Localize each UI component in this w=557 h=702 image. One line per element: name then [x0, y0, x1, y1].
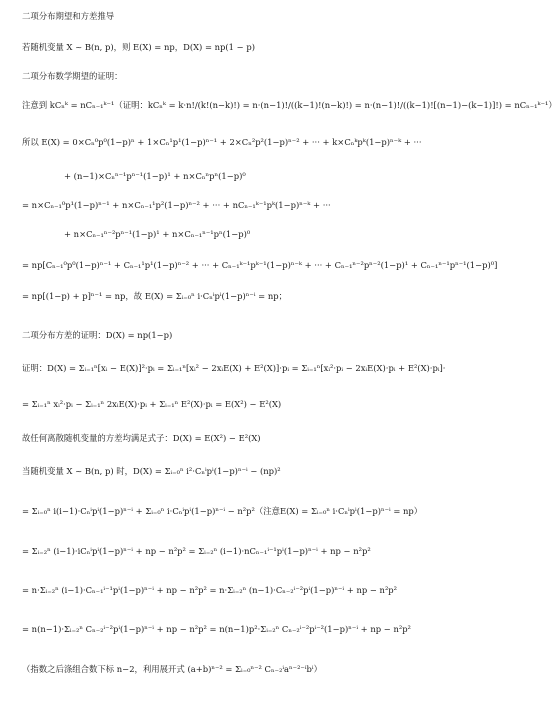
doc-line-variance-formula: 故任何离散随机变量的方差均满足式子：D(X) = E(X²) − E²(X) [22, 433, 261, 443]
doc-line-binomial-variance-3: = Σᵢ₌₂ⁿ (i−1)·iCₙⁱpⁱ(1−p)ⁿ⁻ⁱ + np − n²p² = Σᵢ₌₂ⁿ (i−1)·nCₙ₋₁ⁱ⁻¹pⁱ(1−p)ⁿ⁻ⁱ + np − n²p² [22, 546, 371, 556]
section-heading-expectation: 二项分布数学期望的证明： [22, 71, 123, 81]
doc-line-note: （指数之后涤组合数下标 n−2，利用展开式 (a+b)ⁿ⁻² = Σᵢ₌₀ⁿ⁻² Cₙ₋₂ⁱaⁿ⁻²⁻ⁱbⁱ） [22, 664, 322, 674]
doc-line-expectation-3: = n×Cₙ₋₁⁰p¹(1−p)ⁿ⁻¹ + n×Cₙ₋₁¹p²(1−p)ⁿ⁻² + ··· + nCₙ₋₁ᵏ⁻¹pᵏ(1−p)ⁿ⁻ᵏ + ··· [22, 200, 331, 210]
doc-line-binomial-variance-5: = n(n−1)·Σᵢ₌₂ⁿ Cₙ₋₂ⁱ⁻²pⁱ(1−p)ⁿ⁻ⁱ + np − n²p² = n(n−1)p²·Σᵢ₌₂ⁿ Cₙ₋₂ⁱ⁻²pⁱ⁻²(1−p)ⁿ⁻ⁱ + np − n²p² [22, 624, 411, 634]
doc-line-variance-2: = Σᵢ₌₁ⁿ xᵢ²·pᵢ − Σᵢ₌₁ⁿ 2xᵢE(X)·pᵢ + Σᵢ₌₁ⁿ E²(X)·pᵢ = E(X²) − E²(X) [22, 399, 282, 409]
doc-title: 二项分布期望和方差推导 [22, 11, 115, 21]
doc-line-identity: 注意到 kCₙᵏ = nCₙ₋₁ᵏ⁻¹（证明：kCₙᵏ = k·n!/(k!(n−k)!) = n·(n−1)!/((k−1)!(n−k)!) = n·(n−1)!/((k−1)![(n−1)−(k−1)]!) = nCₙ₋₁ᵏ⁻¹） [22, 100, 557, 110]
doc-line-expectation-1: 所以 E(X) = 0×Cₙ⁰p⁰(1−p)ⁿ + 1×Cₙ¹p¹(1−p)ⁿ⁻¹ + 2×Cₙ²p²(1−p)ⁿ⁻² + ··· + k×Cₙᵏpᵏ(1−p)ⁿ⁻ᵏ + ··· [22, 137, 422, 147]
doc-line-binomial-variance-2: = Σᵢ₌₀ⁿ i(i−1)·Cₙⁱpⁱ(1−p)ⁿ⁻ⁱ + Σᵢ₌₀ⁿ i·Cₙⁱpⁱ(1−p)ⁿ⁻ⁱ − n²p²（注意E(X) = Σᵢ₌₀ⁿ i·Cₙⁱpⁱ(1−p)ⁿ⁻ⁱ = np） [22, 506, 423, 516]
doc-statement: 若随机变量 X ~ B(n, p)，则 E(X) = np，D(X) = np(1 − p) [22, 42, 255, 52]
doc-line-binomial-variance: 当随机变量 X ~ B(n, p) 时，D(X) = Σᵢ₌₀ⁿ i²·Cₙⁱpⁱ(1−p)ⁿ⁻ⁱ − (np)² [22, 466, 281, 476]
section-heading-variance: 二项分布方差的证明：D(X) = np(1−p) [22, 330, 173, 340]
doc-line-variance-1: 证明：D(X) = Σᵢ₌₁ⁿ[xᵢ − E(X)]²·pᵢ = Σᵢ₌₁ⁿ[xᵢ² − 2xᵢE(X) + E²(X)]·pᵢ = Σᵢ₌₁ⁿ[xᵢ²·pᵢ − 2xᵢE(X)·pᵢ + E²(X)·pᵢ]· [22, 363, 446, 373]
doc-line-expectation-result: = np[(1−p) + p]ⁿ⁻¹ = np，故 E(X) = Σᵢ₌₀ⁿ i·Cₙⁱpⁱ(1−p)ⁿ⁻ⁱ = np； [22, 291, 287, 301]
doc-line-expectation-2: + (n−1)×Cₙⁿ⁻¹pⁿ⁻¹(1−p)¹ + n×Cₙⁿpⁿ(1−p)⁰ [64, 171, 246, 181]
doc-line-binomial-variance-4: = n·Σᵢ₌₂ⁿ (i−1)·Cₙ₋₁ⁱ⁻¹pⁱ(1−p)ⁿ⁻ⁱ + np − n²p² = n·Σᵢ₌₂ⁿ (n−1)·Cₙ₋₂ⁱ⁻²pⁱ(1−p)ⁿ⁻ⁱ + np − n²p² [22, 585, 398, 595]
doc-line-expectation-5: = np[Cₙ₋₁⁰p⁰(1−p)ⁿ⁻¹ + Cₙ₋₁¹p¹(1−p)ⁿ⁻² + ··· + Cₙ₋₁ᵏ⁻¹pᵏ⁻¹(1−p)ⁿ⁻ᵏ + ··· + Cₙ₋₁ⁿ⁻²pⁿ⁻²(1−p)¹ + Cₙ₋₁ⁿ⁻¹pⁿ⁻¹(1−p)⁰] [22, 260, 498, 270]
doc-line-expectation-4: + n×Cₙ₋₁ⁿ⁻²pⁿ⁻¹(1−p)¹ + n×Cₙ₋₁ⁿ⁻¹pⁿ(1−p)⁰ [64, 229, 251, 239]
